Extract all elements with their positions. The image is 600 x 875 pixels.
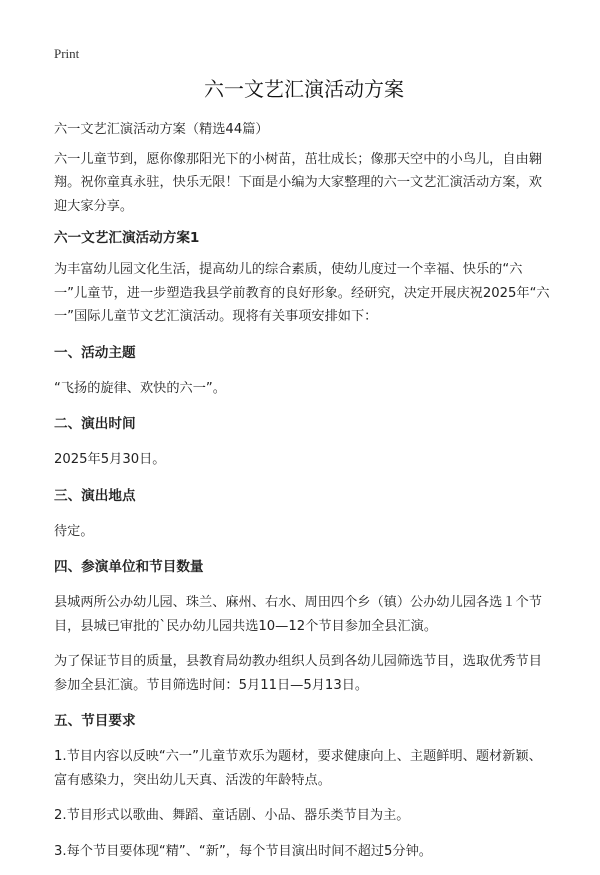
section-heading-requirements: 五、节目要求 xyxy=(54,713,136,729)
section-heading-time: 二、演出时间 xyxy=(54,416,136,432)
section-heading-location: 三、演出地点 xyxy=(54,487,136,504)
section-paragraph: 3.每个节目要体现“精”、“新”，每个节目演出时间不超过5分钟。 xyxy=(54,843,432,859)
plan-heading: 六一文艺汇演活动方案1 xyxy=(54,230,200,246)
plan-intro-paragraph: 为丰富幼儿园文化生活，提高幼儿的综合素质，使幼儿度过一个幸福、快乐的“六一”儿童节，进一步塑造我县学前教育的良好形象。经研究，决定开展庆祝2025年“六一”国际儿童节文艺汇演活动。现将有关事项安排如下： xyxy=(54,262,550,324)
section-paragraph: 2.节目形式以歌曲、舞蹈、童话剧、小品、器乐类节目为主。 xyxy=(54,808,410,823)
section-heading-theme: 一、活动主题 xyxy=(54,344,136,361)
page-title: 六一文艺汇演活动方案 xyxy=(204,77,404,101)
document-subtitle: 六一文艺汇演活动方案（精选44篇） xyxy=(54,122,269,137)
section-paragraph: 1.节目内容以反映“六一”儿童节欢乐为题材，要求健康向上、主题鲜明、题材新颖、富有感染力，突出幼儿天真、活泼的年龄特点。 xyxy=(54,749,542,788)
section-paragraph: 2025年5月30日。 xyxy=(54,452,166,467)
section-paragraph: “飞扬的旋律、欢快的六一”。 xyxy=(54,380,226,396)
section-paragraph: 待定。 xyxy=(54,523,94,539)
section-paragraph: 县城两所公办幼儿园、珠兰、麻州、右水、周田四个乡（镇）公办幼儿园各选１个节目，县城已审批的`民办幼儿园共选10—12个节目参加全县汇演。 xyxy=(54,595,542,634)
section-heading-participants: 四、参演单位和节目数量 xyxy=(54,559,204,575)
document-page xyxy=(54,74,554,875)
print-link[interactable]: Print xyxy=(54,46,80,61)
section-paragraph: 为了保证节目的质量，县教育局幼教办组织人员到各幼儿园筛选节目，选取优秀节目参加全县汇演。节目筛选时间：5月11日—5月13日。 xyxy=(54,654,542,693)
intro-paragraph: 六一儿童节到，愿你像那阳光下的小树苗，茁壮成长；像那天空中的小鸟儿，自由翱翔。祝你童真永驻，快乐无限！下面是小编为大家整理的六一文艺汇演活动方案，欢迎大家分享。 xyxy=(54,151,542,214)
